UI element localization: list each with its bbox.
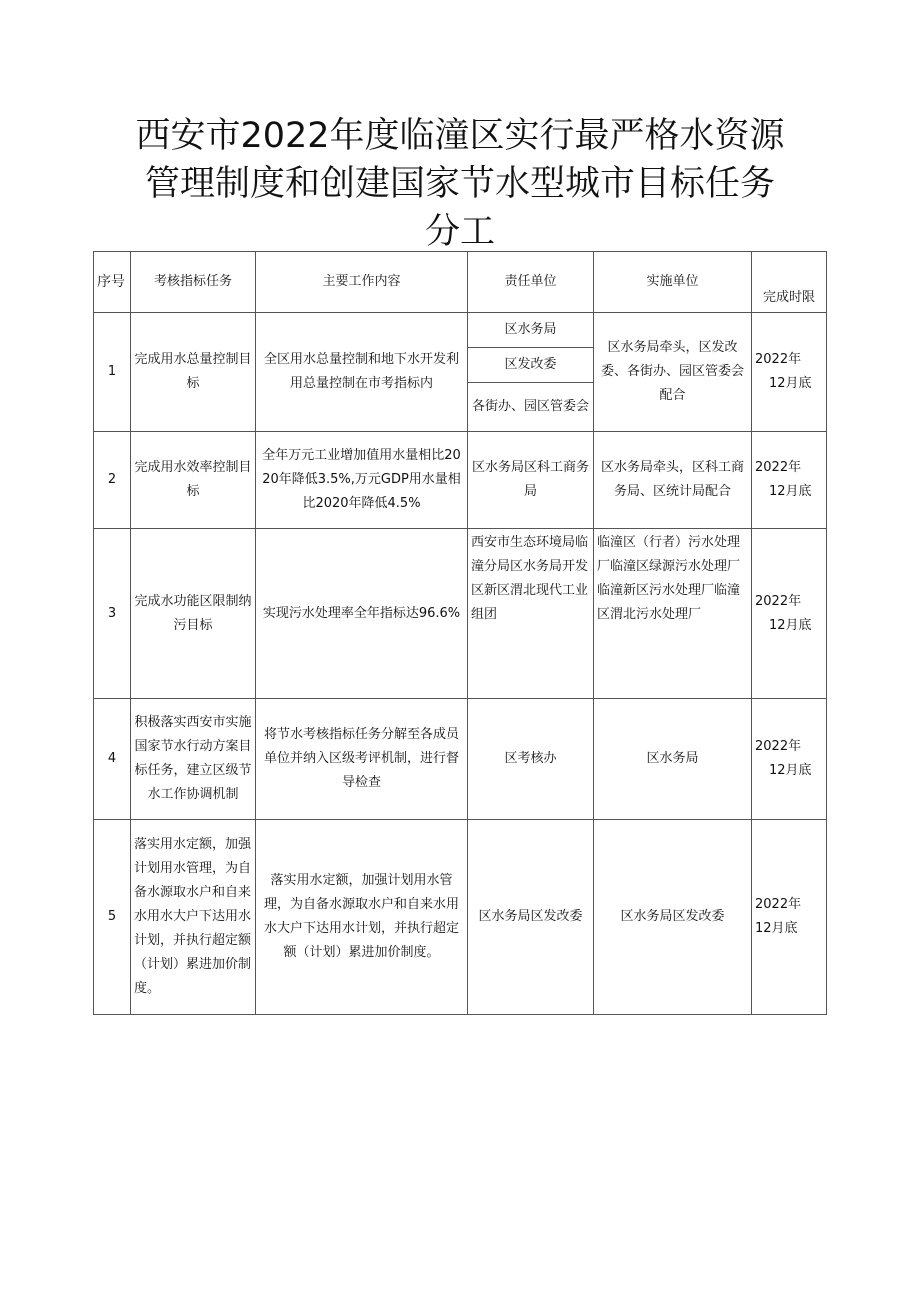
table-row <box>94 313 827 348</box>
table-row <box>94 820 827 1015</box>
table-row <box>94 529 827 699</box>
header-deadline: 完成时限 <box>752 252 827 313</box>
row-content: 全区用水总量控制和地下水开发利用总量控制在市考指标内 <box>256 313 468 432</box>
header-responsible: 责任单位 <box>468 252 594 313</box>
deadline-month: 12月底 <box>755 921 798 936</box>
row-seq: 4 <box>94 699 131 820</box>
document-title <box>80 112 840 256</box>
deadline-year: 2022年 <box>755 739 802 754</box>
row-responsible: 区水务局区发改委 <box>468 820 594 1015</box>
task-table <box>93 251 827 1015</box>
row-deadline <box>752 529 827 699</box>
row-responsible-part: 各街办、园区管委会 <box>468 383 594 432</box>
table-row <box>94 699 827 820</box>
row-implement: 区水务局 <box>594 699 752 820</box>
deadline-year: 2022年 <box>755 352 802 367</box>
row-responsible-part: 区水务局 <box>468 313 594 348</box>
row-implement: 区水务局牵头，区科工商务局、区统计局配合 <box>594 432 752 529</box>
row-task: 完成水功能区限制纳污目标 <box>131 529 256 699</box>
row-task: 完成用水效率控制目标 <box>131 432 256 529</box>
header-implement: 实施单位 <box>594 252 752 313</box>
title-line-3: 分工 <box>424 212 495 252</box>
deadline-year: 2022年 <box>755 593 802 609</box>
row-content: 全年万元工业增加值用水量相比2020年降低3.5%,万元GDP用水量相比2020年降低4.5% <box>256 432 468 529</box>
row-deadline <box>752 820 827 1015</box>
deadline-month: 12月底 <box>769 763 812 778</box>
header-seq: 序号 <box>94 252 131 313</box>
deadline-year: 2022年 <box>755 897 802 912</box>
row-seq: 2 <box>94 432 131 529</box>
row-content: 实现污水处理率全年指标达96.6% <box>256 529 468 699</box>
row-task: 积极落实西安市实施国家节水行动方案目标任务，建立区级节水工作协调机制 <box>131 699 256 820</box>
row-responsible-part: 区发改委 <box>468 348 594 383</box>
deadline-month: 12月底 <box>769 484 812 499</box>
row-responsible: 区考核办 <box>468 699 594 820</box>
header-task: 考核指标任务 <box>131 252 256 313</box>
table-row <box>94 432 827 529</box>
row-responsible: 西安市生态环境局临潼分局区水务局开发区新区渭北现代工业组团 <box>468 529 594 699</box>
deadline-year: 2022年 <box>755 460 802 475</box>
title-line-2: 管理制度和创建国家节水型城市目标任务 <box>144 164 775 204</box>
row-seq: 5 <box>94 820 131 1015</box>
row-deadline <box>752 432 827 529</box>
row-content: 将节水考核指标任务分解至各成员单位并纳入区级考评机制，进行督导检查 <box>256 699 468 820</box>
row-content: 落实用水定额，加强计划用水管理，为自备水源取水户和自来水用水大户下达用水计划，并执行超定额（计划）累进加价制度。 <box>256 820 468 1015</box>
row-seq: 1 <box>94 313 131 432</box>
row-implement: 临潼区（行者）污水处理厂临潼区绿源污水处理厂临潼新区污水处理厂临潼区渭北污水处理厂 <box>594 529 752 699</box>
deadline-month: 12月底 <box>769 617 812 633</box>
row-seq: 3 <box>94 529 131 699</box>
deadline-month: 12月底 <box>769 376 812 391</box>
table-header-row <box>94 252 827 313</box>
row-deadline <box>752 313 827 432</box>
title-line-1: 西安市2022年度临潼区实行最严格水资源 <box>135 116 785 156</box>
row-implement: 区水务局牵头，区发改委、各街办、园区管委会配合 <box>594 313 752 432</box>
header-content: 主要工作内容 <box>256 252 468 313</box>
row-implement: 区水务局区发改委 <box>594 820 752 1015</box>
row-deadline <box>752 699 827 820</box>
row-task: 落实用水定额，加强计划用水管理，为自备水源取水户和自来水用水大户下达用水计划，并执行超定额（计划）累进加价制度。 <box>131 820 256 1015</box>
row-responsible: 区水务局区科工商务局 <box>468 432 594 529</box>
row-task: 完成用水总量控制目标 <box>131 313 256 432</box>
